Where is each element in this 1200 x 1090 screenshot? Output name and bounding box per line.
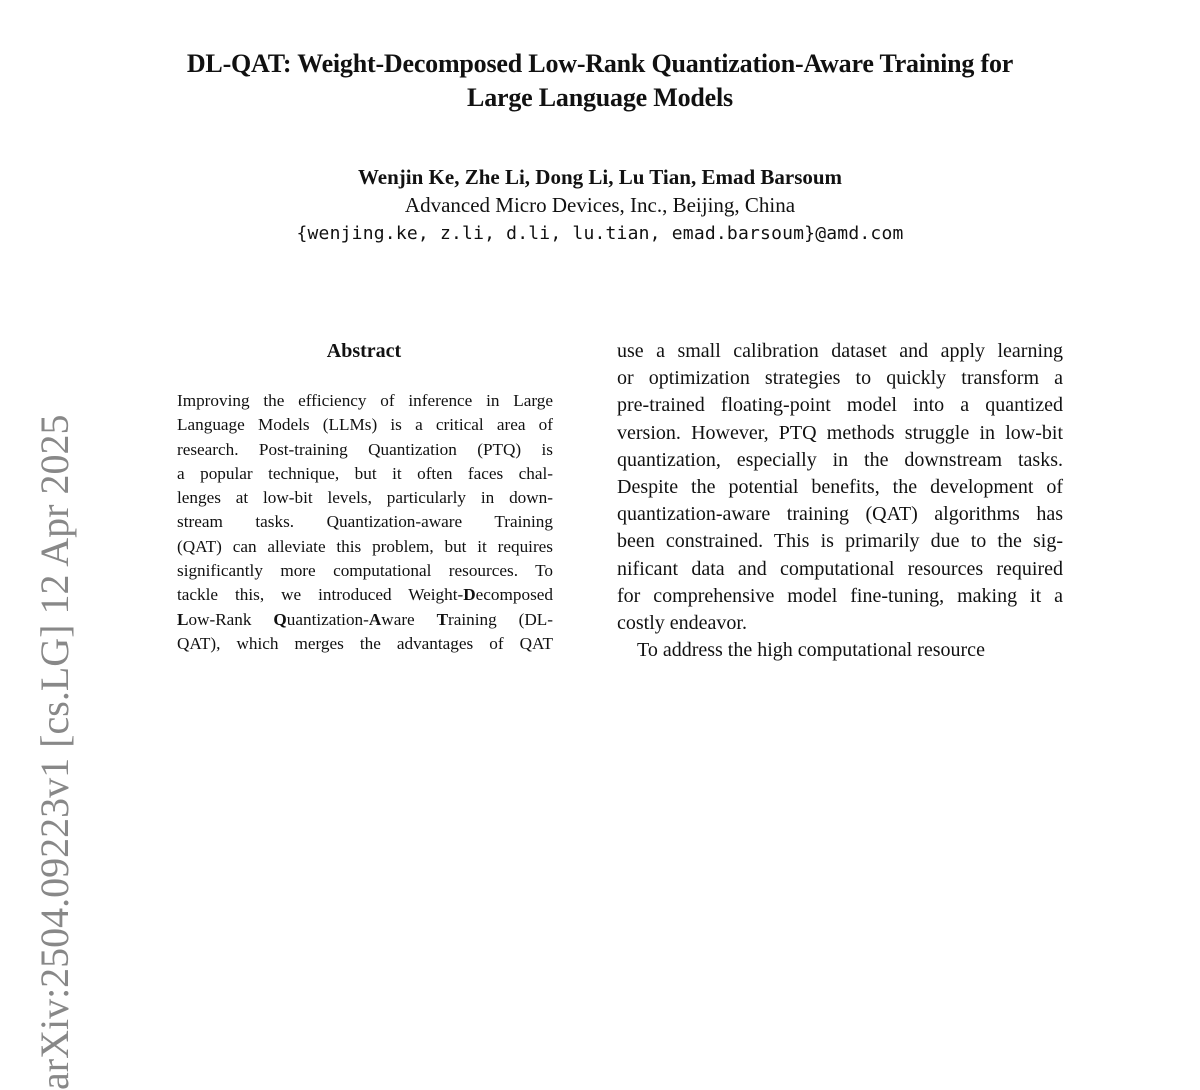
acronym-letter-t: T — [436, 609, 449, 629]
affiliation: Advanced Micro Devices, Inc., Beijing, China — [404, 193, 796, 217]
acronym-letter-q: Q — [273, 609, 287, 629]
abstract-line: research. Post-training Quantization (PTQ) is — [177, 439, 553, 459]
body-line: costly endeavor. — [617, 611, 747, 634]
body-line: quantization-aware training (QAT) algorithms has — [617, 503, 1063, 526]
acronym-rest: raining (DL- — [448, 609, 553, 629]
body-line: for comprehensive model fine-tuning, making it a — [617, 584, 1063, 607]
body-line: or optimization strategies to quickly transform a — [617, 367, 1063, 390]
paper-title — [100, 47, 1100, 115]
abstract-line: stream tasks. Quantization-aware Training — [177, 512, 553, 532]
abstract-line-with-acronym — [177, 583, 553, 607]
abstract-line: QAT), which merges the advantages of QAT — [177, 633, 553, 653]
body-line: use a small calibration dataset and apply learning — [617, 340, 1063, 362]
author-emails: {wenjing.ke, z.li, d.li, lu.tian, emad.barsoum}@amd.com — [296, 223, 904, 244]
body-line: Despite the potential benefits, the development of — [617, 475, 1063, 498]
intro-column-text — [617, 338, 1063, 664]
acronym-letter-l: L — [177, 609, 189, 629]
body-line: nificant data and computational resources required — [617, 557, 1063, 580]
acronym-rest: ware — [381, 609, 437, 629]
abstract-line: Language Models (LLMs) is a critical area of — [177, 415, 553, 435]
abstract-line: significantly more computational resources. To — [177, 561, 553, 581]
abstract-line: a popular technique, but it often faces chal- — [177, 463, 553, 483]
acronym-rest: ow-Rank — [188, 609, 274, 629]
body-line: been constrained. This is primarily due to the sig- — [617, 530, 1063, 553]
acronym-rest: uantization- — [286, 609, 369, 629]
abstract-line: Improving the efficiency of inference in Large — [177, 391, 553, 410]
author-list: Wenjin Ke, Zhe Li, Dong Li, Lu Tian, Emad Barsoum — [357, 165, 843, 189]
body-line: quantization, especially in the downstream tasks. — [617, 448, 1063, 471]
abstract-line: (QAT) can alleviate this problem, but it requires — [177, 536, 553, 556]
abstract-line: lenges at low-bit levels, particularly in down- — [177, 488, 553, 508]
acronym-letter-d: D — [463, 585, 476, 605]
arxiv-identifier-sidebar: arXiv:2504.09223v1 [cs.LG] 12 Apr 2025 — [32, 415, 77, 1090]
abstract-line-with-acronym — [177, 608, 553, 632]
body-line: version. However, PTQ methods struggle in low-bit — [617, 421, 1063, 444]
acronym-rest: ecomposed — [475, 585, 553, 605]
body-line: To address the high computational resource — [637, 639, 985, 662]
acronym-letter-a: A — [368, 609, 382, 629]
paper-title-line-1: DL-QAT: Weight-Decomposed Low-Rank Quantization-Aware Training for — [186, 49, 1014, 78]
abstract-line-text: tackle this, we introduced Weight- — [177, 585, 464, 605]
abstract-heading: Abstract — [326, 340, 402, 362]
paper-title-line-2: Large Language Models — [467, 83, 733, 112]
body-line: pre-trained floating-point model into a quantized — [617, 394, 1063, 417]
abstract-body — [177, 389, 553, 656]
